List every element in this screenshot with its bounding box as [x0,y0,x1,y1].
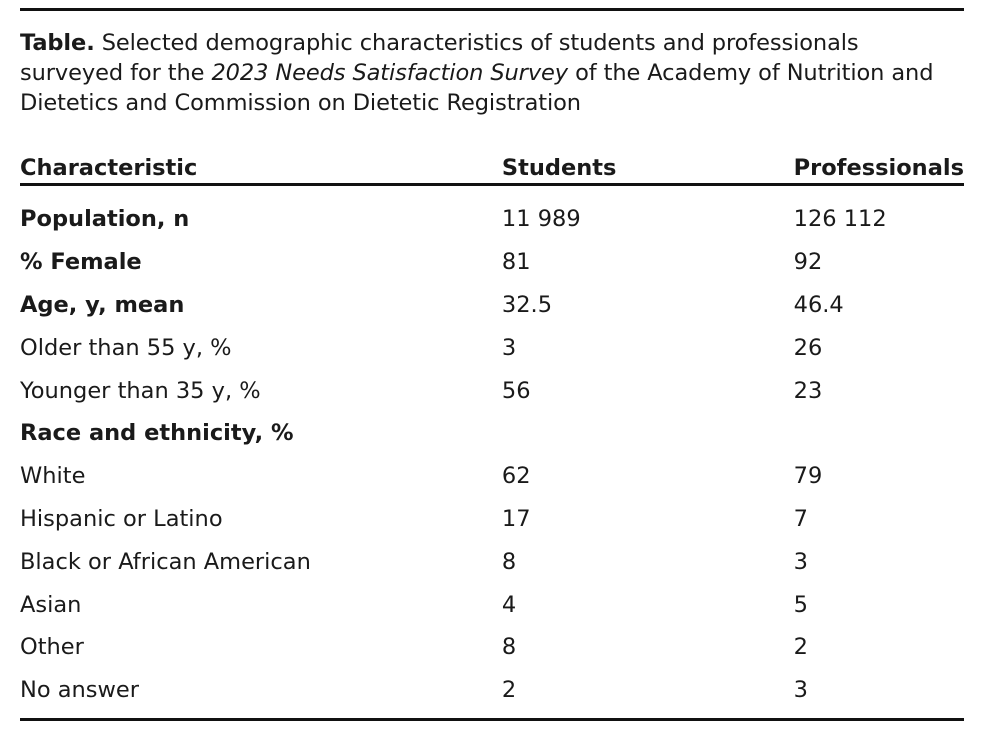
row-professionals-cell: 3 [793,548,808,575]
row-professionals-cell: 7 [793,505,808,532]
row-characteristic-cell: % Female [20,249,142,276]
table-row [20,369,964,412]
table-row [20,540,964,583]
table-row [20,284,964,327]
table-row [20,583,964,626]
table-row [20,185,964,241]
caption-text-before: Selected demographic characteristics of students and professionals surveyed for the [20,30,859,86]
row-professionals-cell: 126 112 [793,206,887,233]
row-characteristic-cell: No answer [20,677,140,704]
row-characteristic-cell: Black or African American [20,548,311,575]
row-students-cell: 62 [501,463,531,490]
row-professionals-cell: 26 [793,334,823,361]
row-students-cell: 8 [501,548,517,575]
row-professionals-cell: 23 [793,377,823,404]
row-students-cell: 81 [501,249,531,276]
table-figure [20,8,964,721]
table-row [20,626,964,669]
row-students-cell: 8 [501,634,517,661]
row-professionals-cell [794,412,964,455]
row-students-cell: 11 989 [501,206,581,233]
header-row [20,149,964,185]
row-students-cell [502,412,794,455]
row-students-cell: 4 [501,591,517,618]
row-characteristic-cell: Younger than 35 y, % [20,377,261,404]
row-professionals-cell: 3 [793,677,808,704]
row-characteristic-cell: Hispanic or Latino [20,505,223,532]
table-row [20,498,964,541]
table-row [20,326,964,369]
header-characteristic: Characteristic [20,149,502,185]
table-body [20,185,964,712]
row-students-cell: 3 [501,334,517,361]
row-students-cell: 17 [501,505,531,532]
row-students-cell: 32.5 [501,291,553,318]
row-characteristic-cell: Older than 55 y, % [20,334,232,361]
caption-survey-title: 2023 Needs Satisfaction Survey [211,60,569,86]
row-characteristic-cell: White [20,463,86,490]
caption-text-after: of the Academy of Nutrition and Dietetics and Commission on Dietetic Registration [20,60,934,116]
row-students-cell: 56 [501,377,531,404]
demographics-table [20,149,964,712]
row-characteristic-cell: Age, y, mean [20,291,185,318]
table-row [20,241,964,284]
bottom-rule [20,718,964,721]
table-caption [20,28,964,118]
table-header [20,149,964,185]
row-characteristic-cell: Asian [20,591,82,618]
row-professionals-cell: 92 [793,249,823,276]
row-characteristic-cell: Race and ethnicity, % [20,420,294,447]
caption-label: Table. [20,30,95,56]
table-row [20,669,964,712]
header-professionals: Professionals [794,149,964,185]
row-professionals-cell: 46.4 [793,291,844,318]
row-professionals-cell: 5 [793,591,808,618]
top-rule [20,8,964,11]
table-row [20,455,964,498]
row-professionals-cell: 2 [793,634,808,661]
row-characteristic-cell: Other [20,634,84,661]
header-students: Students [502,149,794,185]
row-professionals-cell: 79 [793,463,823,490]
row-characteristic-cell: Population, n [20,206,190,233]
table-row [20,412,964,455]
row-students-cell: 2 [501,677,517,704]
